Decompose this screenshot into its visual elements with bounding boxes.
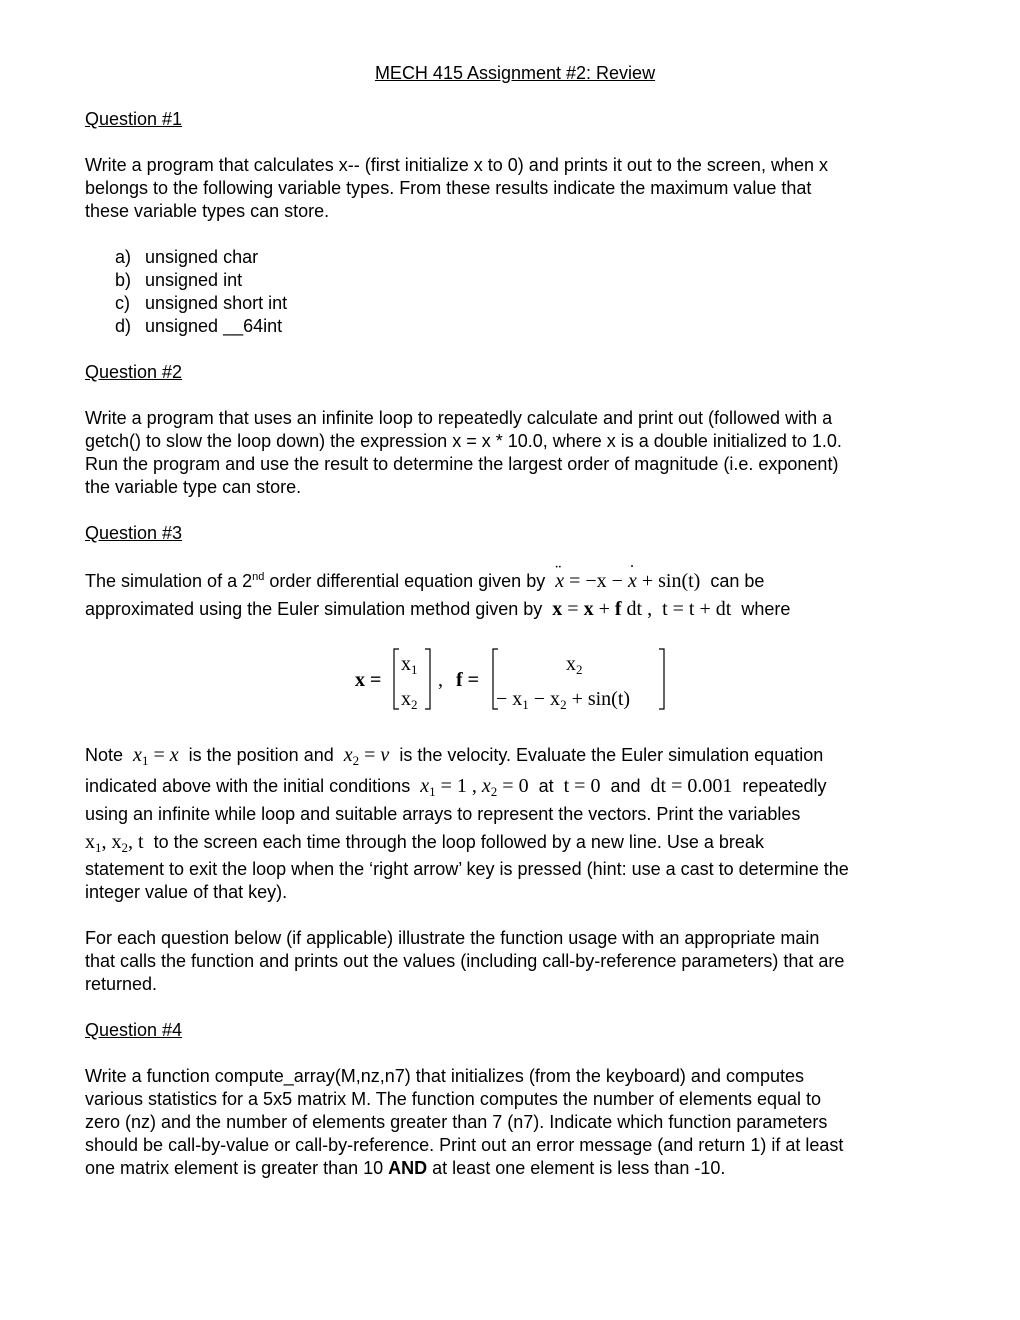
question-1-text <box>85 154 945 223</box>
text-line: that calls the function and prints out the values (including call-by-reference parameters) that are <box>85 951 845 971</box>
text-line: statement to exit the loop when the ‘right arrow’ key is pressed (hint: use a cast to determine the <box>85 859 849 879</box>
list-item: c) unsigned short int <box>115 293 288 313</box>
text-line: should be call-by-value or call-by-reference. Print out an error message (and return 1) if at least <box>85 1135 844 1155</box>
question-4-text <box>85 1065 945 1180</box>
question-3-heading: Question #3 <box>85 523 183 543</box>
print-vars-line: $x_1$, $x_2$, t to the screen each time through the loop followed by a new line. Use a break <box>85 831 764 855</box>
text-line: Run the program and use the result to determine the largest order of magnitude (i.e. exponent) <box>85 454 839 474</box>
text-line: integer value of that key). <box>85 882 288 902</box>
function-usage-note <box>85 927 945 996</box>
x-vector-top: $x_1$ <box>401 653 418 677</box>
question-4-heading: Question #4 <box>85 1020 183 1040</box>
question-2-text <box>85 407 945 499</box>
ode-equation: ¨ x = −x − ˙ x + sin(t) <box>550 570 705 592</box>
x-vector-bottom: $x_2$ <box>401 688 418 712</box>
f-vector-bottom: − $x_1 - x_2 + \sin(t)$ <box>496 688 631 712</box>
text-line: Write a function compute_array(M,nz,n7) that initializes (from the keyboard) and computes <box>85 1066 804 1086</box>
text-line: belongs to the following variable types. From these results indicate the maximum value that <box>85 178 812 198</box>
state-vector-equation <box>355 643 675 715</box>
f-vector-top: $x_2$ <box>566 653 583 677</box>
ode-line: The simulation of a 2nd order differential equation given by ¨ x = −x − ˙ x + sin(t) can be <box>85 570 764 593</box>
text-line: getch() to slow the loop down) the expression x = x * 10.0, where x is a double initialized to 1.0. <box>85 431 842 451</box>
f-vector-lhs: f = <box>456 669 480 691</box>
list-item: d) unsigned __64int <box>115 316 283 336</box>
text-line: the variable type can store. <box>85 477 302 497</box>
list-item: b) unsigned int <box>115 270 243 290</box>
question-1-heading: Question #1 <box>85 109 183 129</box>
list-item: a) unsigned char <box>115 247 259 267</box>
euler-line: approximated using the Euler simulation method given by x = x + f dt , t = t + dt where <box>85 598 791 620</box>
text-line: returned. <box>85 974 158 994</box>
text-line: various statistics for a 5x5 matrix M. The function computes the number of elements equal to <box>85 1089 822 1109</box>
x-vector-lhs: x = <box>355 669 382 691</box>
page-title: MECH 415 Assignment #2: Review <box>374 63 656 83</box>
text-line: Write a program that calculates x-- (first initialize x to 0) and prints it out to the screen, when x <box>85 155 828 175</box>
text-line: using an infinite while loop and suitable arrays to represent the vectors. Print the variables <box>85 804 801 824</box>
text-line: zero (nz) and the number of elements greater than 7 (n7). Indicate which function parameters <box>85 1112 828 1132</box>
euler-equation: x = x + f dt , t = t + dt <box>552 598 737 620</box>
text-line: these variable types can store. <box>85 201 330 221</box>
note-line: Note $x_1 = x$ is the position and $x_2 = v$ is the velocity. Evaluate the Euler simulation equation <box>85 744 824 768</box>
text-line: Write a program that uses an infinite loop to repeatedly calculate and print out (followed with a <box>85 408 833 428</box>
initial-conditions-line: indicated above with the initial conditions $x_1 = 1$ , $x_2 = 0$ at t = 0 and dt = 0.001 repeatedly <box>85 775 827 799</box>
variable-type-list <box>115 246 287 338</box>
text-line: one matrix element is greater than 10 AND at least one element is less than -10. <box>85 1158 726 1178</box>
svg-text:,: , <box>438 669 443 691</box>
text-line: For each question below (if applicable) illustrate the function usage with an appropriate main <box>85 928 820 948</box>
question-2-heading: Question #2 <box>85 362 183 382</box>
